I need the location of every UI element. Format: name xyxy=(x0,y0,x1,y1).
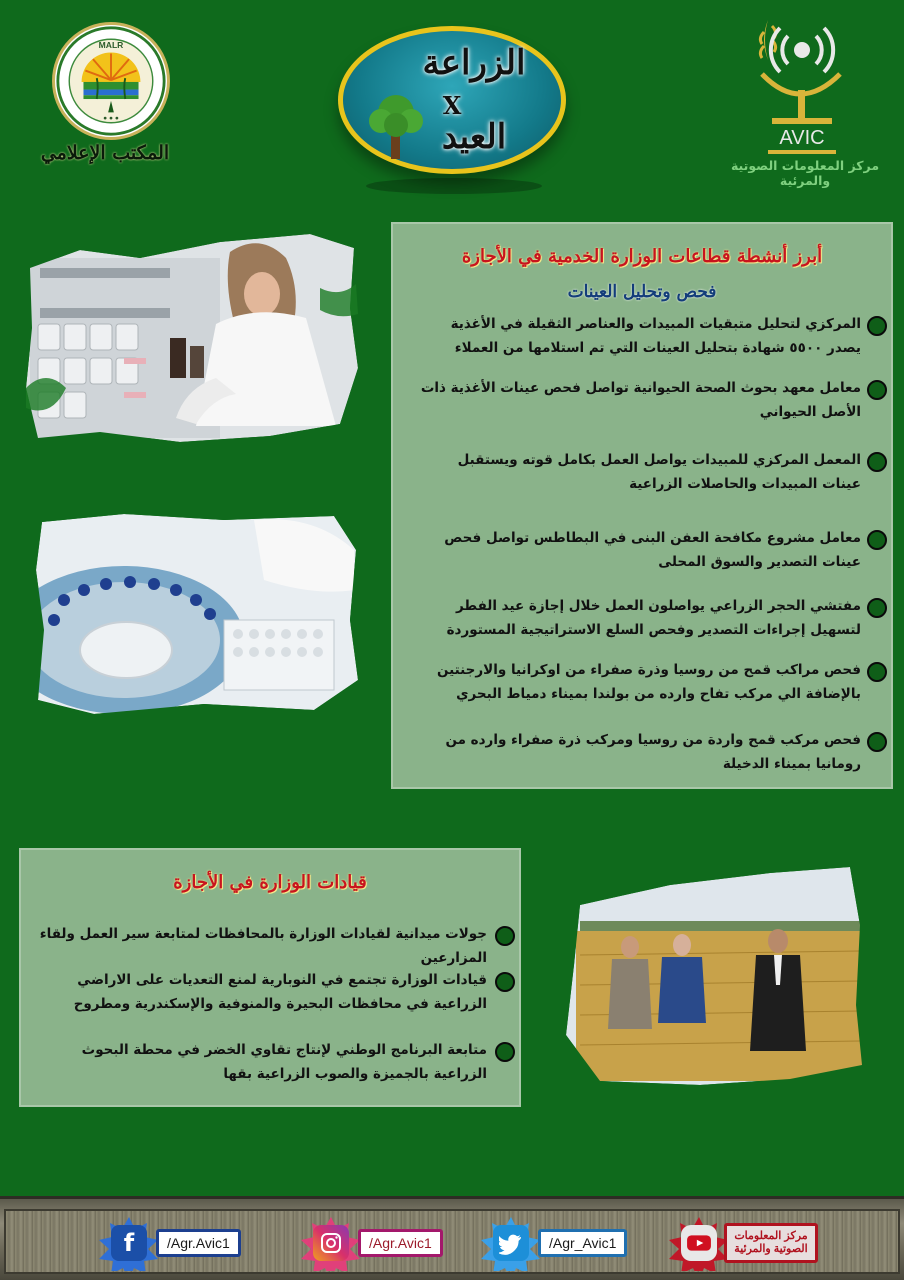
samples-photo xyxy=(34,510,360,718)
leaders-item-1: جولات ميدانية لقيادات الوزارة بالمحافظات لمتابعة سير العمل ولقاء المزارعين xyxy=(39,926,487,966)
bullet-dot-icon xyxy=(495,1042,515,1062)
media-office-label: المكتب الإعلامي xyxy=(40,142,170,164)
social-footer xyxy=(0,1196,904,1280)
bullet-dot-icon xyxy=(867,316,887,336)
svg-text:MALR: MALR xyxy=(98,39,124,50)
bullet-dot-icon xyxy=(495,926,515,946)
lab-photo xyxy=(20,228,360,446)
panel-1-heading: أبرز أنشطة قطاعات الوزارة الخدمية في الأجازة xyxy=(461,246,823,267)
instagram-icon xyxy=(313,1225,349,1261)
field-visit-photo xyxy=(560,865,864,1090)
twitter-icon xyxy=(493,1225,529,1261)
facebook-handle[interactable]: /Agr.Avic1 xyxy=(156,1229,241,1257)
title-badge xyxy=(338,26,566,174)
avic-caption: مركز المعلومات الصوتية والمرئية xyxy=(730,158,880,188)
ministry-leaders-panel xyxy=(19,848,521,1107)
title-line-1: الزراعة xyxy=(422,43,526,83)
leaders-item-2: قيادات الوزارة تجتمع في النوبارية لمنع التعديات على الاراضي الزراعية في محافظات البحيرة والمنوفية والإسكندرية ومطروح xyxy=(73,972,487,1012)
title-shadow xyxy=(366,178,542,194)
activity-item-1: المركزي لتحليل متبقيات المبيدات والعناصر الثقيلة في الأغذية يصدر ٥٥٠٠ شهادة بتحليل العينات التي تم استلامها من العملاء xyxy=(450,316,861,356)
activity-item-7: فحص مركب قمح واردة من روسيا ومركب ذرة صفراء وارده من رومانيا بميناء الدخيلة xyxy=(445,732,861,772)
panel-2-heading: قيادات الوزارة في الأجازة xyxy=(173,872,367,893)
activity-item-2: معامل معهد بحوث الصحة الحيوانية تواصل فحص عينات الأغذية ذات الأصل الحيواني xyxy=(420,380,861,420)
title-x: X xyxy=(442,91,462,120)
twitter-link[interactable] xyxy=(480,1215,640,1271)
facebook-icon: f xyxy=(111,1225,147,1261)
youtube-channel-name[interactable]: مركز المعلومات الصوتية والمرئية xyxy=(724,1223,818,1263)
bullet-dot-icon xyxy=(867,380,887,400)
title-line-2: العيد xyxy=(441,117,507,157)
bullet-dot-icon xyxy=(867,530,887,550)
bullet-dot-icon xyxy=(495,972,515,992)
bullet-dot-icon xyxy=(867,732,887,752)
instagram-link[interactable] xyxy=(300,1215,460,1271)
activity-item-5: مفتشي الحجر الزراعي يواصلون العمل خلال إجازة عيد الفطر لتسهيل إجراءات التصدير وفحص السلع الاستراتيجية المستوردة xyxy=(446,598,861,638)
activity-item-6: فحص مراكب قمح من روسيا وذرة صفراء من اوكرانيا والارجنتين بالإضافة الي مركب تفاح وارده من بولندا بميناء دمياط البحري xyxy=(436,662,861,702)
avic-logo xyxy=(750,12,850,157)
bullet-dot-icon xyxy=(867,662,887,682)
youtube-icon xyxy=(681,1225,717,1261)
bullet-dot-icon xyxy=(867,452,887,472)
facebook-link[interactable] xyxy=(98,1215,268,1271)
svg-text:AVIC: AVIC xyxy=(779,127,825,149)
activity-item-3: المعمل المركزي للمبيدات يواصل العمل بكامل قوته ويستقبل عينات المبيدات والحاصلات الزراعية xyxy=(457,452,861,492)
leaders-item-3: متابعة البرنامج الوطني لإنتاج تقاوي الخضر في محطة البحوث الزراعية بالجميزة والصوب الزراعية بقها xyxy=(81,1042,487,1082)
svg-text:● ● ●: ● ● ● xyxy=(103,114,119,122)
youtube-link[interactable] xyxy=(668,1215,828,1271)
panel-1-subheading: فحص وتحليل العينات xyxy=(567,282,717,302)
instagram-handle[interactable]: /Agr.Avic1 xyxy=(358,1229,443,1257)
service-activities-panel xyxy=(391,222,893,789)
activity-item-4: معامل مشروع مكافحة العفن البنى في البطاطس تواصل فحص عينات التصدير والسوق المحلى xyxy=(444,530,861,570)
ministry-logo xyxy=(52,22,170,140)
bullet-dot-icon xyxy=(867,598,887,618)
twitter-handle[interactable]: /Agr_Avic1 xyxy=(538,1229,627,1257)
